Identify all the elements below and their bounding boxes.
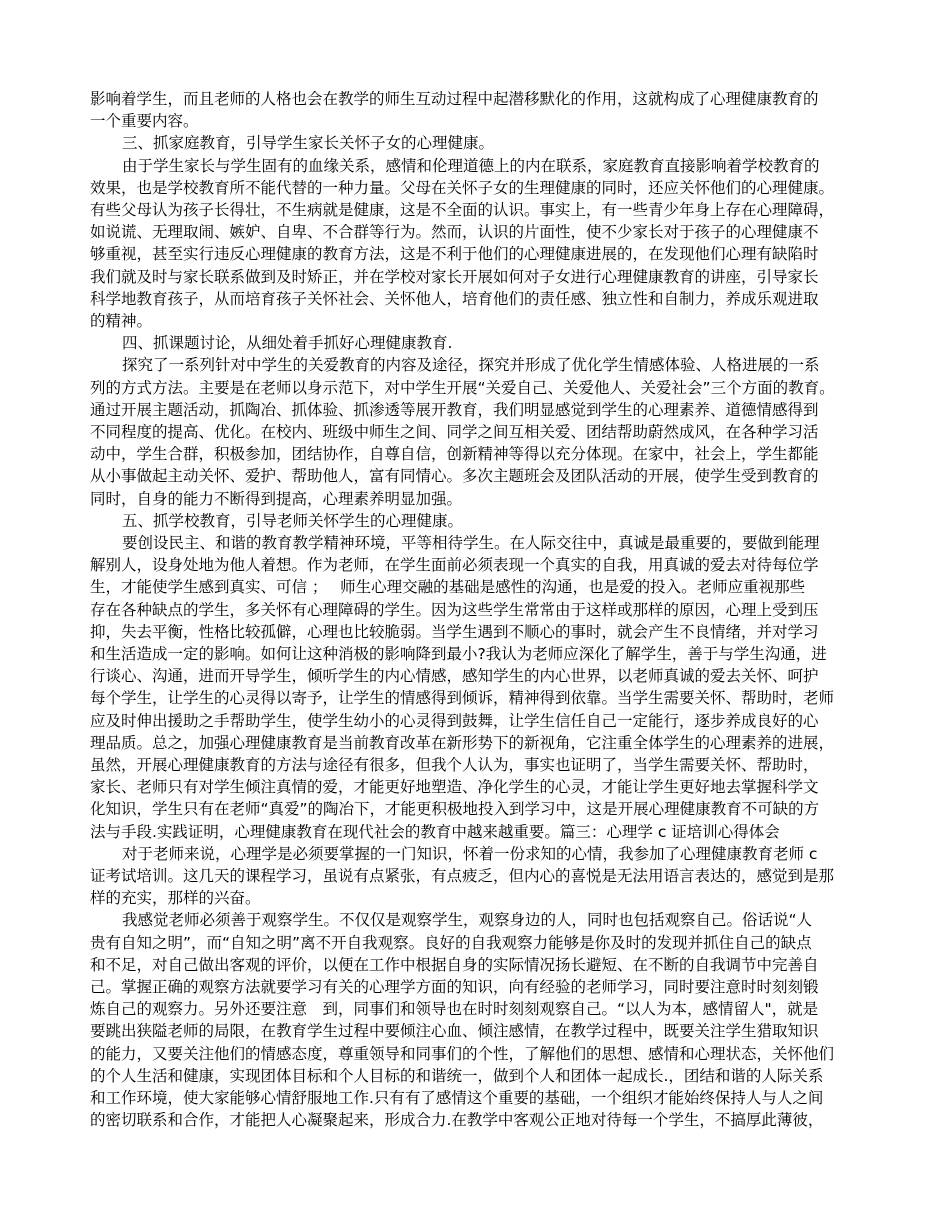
text-line: 和工作环境，使大家能够心情舒服地工作.只有有了感情这个重要的基础，一个组织才能始终保持人与人之间 xyxy=(90,1089,824,1107)
text-line: 一个重要内容。 xyxy=(90,112,199,131)
text-line: 贵有自知之明”，而“自知之明”离不开自我观察。良好的自我观察力能够是你及时的发现并抓住自己的缺点 xyxy=(90,933,812,952)
text-line: 的能力，又要关注他们的情感态度，尊重领导和同事们的个性，了解他们的思想、感情和心理状态，关怀他们 xyxy=(90,1044,835,1063)
text-line: 不同程度的提高、优化。在校内、班级中师生之间、同学之间互相关爱、团结帮助蔚然成风，在各种学习活 xyxy=(90,423,819,441)
text-line: 证考试培训。这几天的课程学习，虽说有点紧张，有点疲乏，但内心的喜悦是无法用语言表达的，感觉到是那 xyxy=(90,867,835,885)
text-line: 四、抓课题讨论，从细处着手抓好心理健康教育. xyxy=(122,334,453,353)
text-line: 要跳出狭隘老师的局限，在教育学生过程中要倾注心血、倾注感情，在教学过程中，既要关注学生猎取知识 xyxy=(90,1022,819,1041)
text-line: 从小事做起主动关怀、爱护、帮助他人，富有同情心。多次主题班会及团队活动的开展，使学生受到教育的 xyxy=(90,467,819,486)
text-line: 的个人生活和健康，实现团体目标和个人目标的和谐统一，做到个人和团体一起成长.，团结和谐的人际关系 xyxy=(90,1066,824,1085)
text-line: 科学地教育孩子，从而培育孩子关怀社会、关怀他人，培育他们的责任感、独立性和自制力，养成乐观进取 xyxy=(90,289,819,308)
text-line: 对于老师来说，心理学是必须要掌握的一门知识，怀着一份求知的心情，我参加了心理健康教育老师 c xyxy=(122,844,818,863)
text-line: 五、抓学校教育，引导老师关怀学生的心理健康。 xyxy=(122,511,464,530)
text-line: 要创设民主、和谐的教育教学精神环境，平等相待学生。在人际交往中，真诚是最重要的，要做到能理 xyxy=(122,534,820,552)
text-line: 同时，自身的能力不断得到提高，心理素养明显加强。 xyxy=(90,489,463,508)
text-line: 够重视，甚至实行违反心理健康的教育方法，这是不利于他们的心理健康进展的，在发现他们心理有缺陷时 xyxy=(90,245,819,264)
text-line: 由于学生家长与学生固有的血缘关系，感情和伦理道德上的内在联系，家庭教育直接影响着学校教育的 xyxy=(122,156,820,175)
text-line: 探究了一系列针对中学生的关爱教育的内容及途径，探究并形成了优化学生情感体验、人格进展的一系 xyxy=(122,356,820,375)
text-line: 样的充实，那样的兴奋。 xyxy=(90,889,261,908)
text-line: 我们就及时与家长联系做到及时矫正，并在学校对家长开展如何对子女进行心理健康教育的讲座，引导家长 xyxy=(90,267,819,286)
text-line: 动中，学生合群，积极参加，团结协作，自尊自信，创新精神等得以充分体现。在家中，社会上，学生都能 xyxy=(90,445,819,464)
text-line: 和不足，对自己做出客观的评价，以便在工作中根据自身的实际情况扬长避短、在不断的自我调节中完善自 xyxy=(90,955,819,974)
text-line: 己。掌握正确的观察方法就要学习有关的心理学方面的知识，向有经验的老师学习，同时要注意时时刻刻锻 xyxy=(90,978,819,996)
text-line: 行谈心、沟通，进而开导学生，倾听学生的内心情感，感知学生的内心世界，以老师真诚的爱去关怀、呵护 xyxy=(90,667,819,686)
text-line: 解别人，设身处地为他人着想。作为老师，在学生面前必须表现一个真实的自我，用真诚的爱去对待每位学 xyxy=(90,556,819,575)
text-line: 的密切联系和合作，才能把人心凝聚起来，形成合力.在教学中客观公正地对待每一个学生，不搞厚此薄彼， xyxy=(90,1111,824,1130)
text-line: 法与手段.实践证明，心理健康教育在现代社会的教育中越来越重要。篇三：心理学 c 证培训心得体会 xyxy=(90,822,780,841)
text-line: 我感觉老师必须善于观察学生。不仅仅是观察学生，观察身边的人，同时也包括观察自己。俗话说“人 xyxy=(122,911,813,930)
text-line: 和生活造成一定的影响。如何让这种消极的影响降到最小?我认为老师应深化了解学生，善于与学生沟通，进 xyxy=(90,645,827,663)
text-line: 应及时伸出援助之手帮助学生，使学生幼小的心灵得到鼓舞，让学生信任自己一定能行，逐步养成良好的心 xyxy=(90,711,819,730)
text-line: 效果，也是学校教育所不能代替的一种力量。父母在关怀子女的生理健康的同时，还应关怀他们的心理健康。 xyxy=(90,178,835,197)
text-line: 存在各种缺点的学生，多关怀有心理障碍的学生。因为这些学生常常由于这样或那样的原因，心理上受到压 xyxy=(90,600,819,619)
text-line: 三、抓家庭教育，引导学生家长关怀子女的心理健康。 xyxy=(122,134,495,153)
text-line: 炼自己的观察力。另外还要注意 到，同事们和领导也在时时刻刻观察自己。“以人为本，感情留人"，就是 xyxy=(90,1000,819,1019)
text-line: 的精神。 xyxy=(90,312,153,330)
text-line: 每个学生，让学生的心灵得以寄予，让学生的情感得到倾诉，精神得到依靠。当学生需要关怀、帮助时，老师 xyxy=(90,689,835,708)
text-line: 通过开展主题活动，抓陶冶、抓体验、抓渗透等展开教育，我们明显感觉到学生的心理素养、道德情感得到 xyxy=(90,400,819,419)
text-line: 化知识，学生只有在老师“真爱”的陶冶下，才能更积极地投入到学习中，这是开展心理健康教育不可缺的方 xyxy=(90,800,820,819)
text-line: 列的方式方法。主要是在老师以身示范下，对中学生开展“关爱自己、关爱他人、关爱社会”三个方面的教育。 xyxy=(90,378,835,397)
text-line: 影响着学生，而且老师的人格也会在教学的师生互动过程中起潜移默化的作用，这就构成了心理健康教育的 xyxy=(90,90,819,108)
text-line: 家长、老师只有对学生倾注真情的爱，才能更好地塑造、净化学生的心灵，才能让学生更好地去掌握科学文 xyxy=(90,778,819,797)
text-line: 如说谎、无理取闹、嫉妒、自卑、不合群等行为。然而，认识的片面性，使不少家长对于孩子的心理健康不 xyxy=(90,223,819,242)
text-line: 抑，失去平衡，性格比较孤僻，心理也比较脆弱。当学生遇到不顺心的事时，就会产生不良情绪，并对学习 xyxy=(90,622,819,641)
text-line: 理品质。总之，加强心理健康教育是当前教育改革在新形势下的新视角，它注重全体学生的心理素养的进展， xyxy=(90,733,835,752)
text-line: 虽然，开展心理健康教育的方法与途径有很多，但我个人认为，事实也证明了，当学生需要关怀、帮助时， xyxy=(90,756,819,774)
text-line: 有些父母认为孩子长得壮，不生病就是健康，这是不全面的认识。事实上，有一些青少年身上存在心理障碍， xyxy=(90,201,835,219)
text-line: 生，才能使学生感到真实、可信 ； 师生心理交融的基础是感性的沟通，也是爱的投入。老师应重视那些 xyxy=(90,578,806,597)
